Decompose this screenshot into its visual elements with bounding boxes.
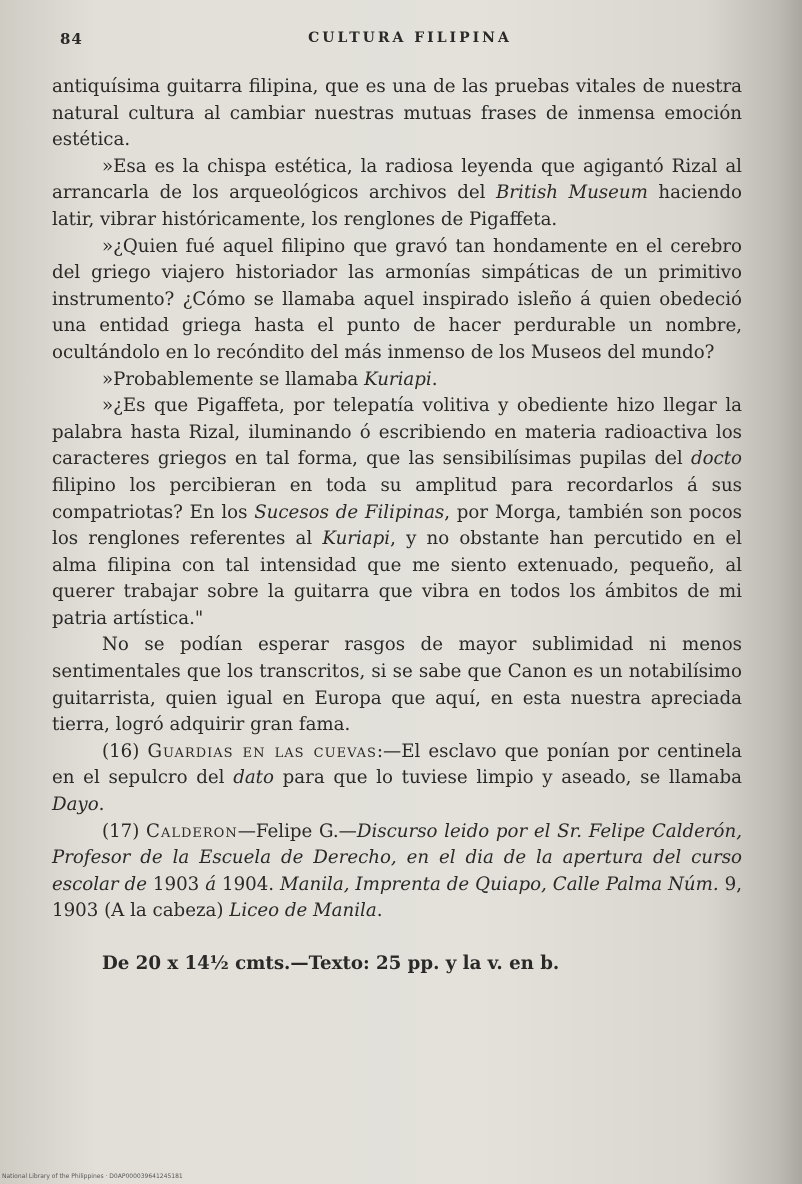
- footnote-17: (17) Calderon—Felipe G.—Discurso leido por el Sr. Felipe Calderón, Profesor de la Escuela de Derecho, en el dia de la apertura del curso escolar de 1903 á 1904. Manila, Imprenta de Quiapo, Calle Palma Núm. 9, 1903 (A la cabeza) Liceo de Manila.: [52, 820, 743, 922]
- footnote-16: (16) Guardias en las cuevas:—El esclavo que ponían por centinela en el sepulcro del dato para que lo tuviese limpio y aseado, se llamaba Dayo.: [52, 740, 742, 816]
- page-header: [60, 30, 760, 54]
- british-museum-italic: British Museum: [495, 182, 648, 204]
- page-number: 84: [60, 30, 83, 48]
- library-stamp: National Library of the Philippines · D0AP000039641245181: [2, 1173, 183, 1180]
- paragraph-pigaffeta-telepathy: »¿Es que Pigaffeta, por telepatía volitiva y obediente hizo llegar la palabra hasta Rizal, iluminando ó escribiendo en materia radioactiva los caracteres griegos en tal forma, que las sensibilísimas pupilas del docto filipino los percibieran en toda su amplitud para recordarlos á sus compatriotas? En los Sucesos de Filipinas, por Morga, también son pocos los renglones referentes al Kuriapi, y no obstante han percutido en el alma filipina con tal intensidad que me siento extenuado, pequeño, al querer trabajar sobre la guitarra que vibra en todos los ámbitos de mi patria artística.": [52, 395, 742, 629]
- paragraph-rizal-legend: »Esa es la chispa estética, la radiosa leyenda que agigantó Rizal al arrancarla de los arqueológicos archivos del British Museum haciendo latir, vibrar históricamente, los renglones de Pigaffeta.: [52, 155, 742, 230]
- paragraph-kuriapi: »Probablemente se llamaba Kuriapi.: [102, 368, 438, 390]
- paragraph-continuation: antiquísima guitarra filipina, que es una de las pruebas vitales de nuestra natural cultura al cambiar nuestras mutuas frases de inmensa emoción estética.: [52, 76, 742, 151]
- paragraph-question-filipino: »¿Quien fué aquel filipino que gravó tan hondamente en el cerebro del griego viajero historiador las armonías simpáticas de un primitivo instrumento? ¿Cómo se llamaba aquel inspirado isleño á quien obedeció una entidad griega hasta el punto de hacer perdurable un nombre, ocultándolo en lo recóndito del más inmenso de los Museos del mundo?: [52, 235, 742, 363]
- paragraph-canon-guitarist: No se podían esperar rasgos de mayor sublimidad ni menos sentimentales que los transcritos, si se sabe que Canon es un notabilísimo guitarrista, quien igual en Europa que aquí, en esta nuestra apreciada tierra, logró adquirir gran fama.: [52, 634, 742, 736]
- body-text: [52, 74, 742, 978]
- running-title: CULTURA FILIPINA: [308, 30, 512, 46]
- dimensions-line: De 20 x 14½ cmts.—Texto: 25 pp. y la v. en b.: [102, 953, 560, 974]
